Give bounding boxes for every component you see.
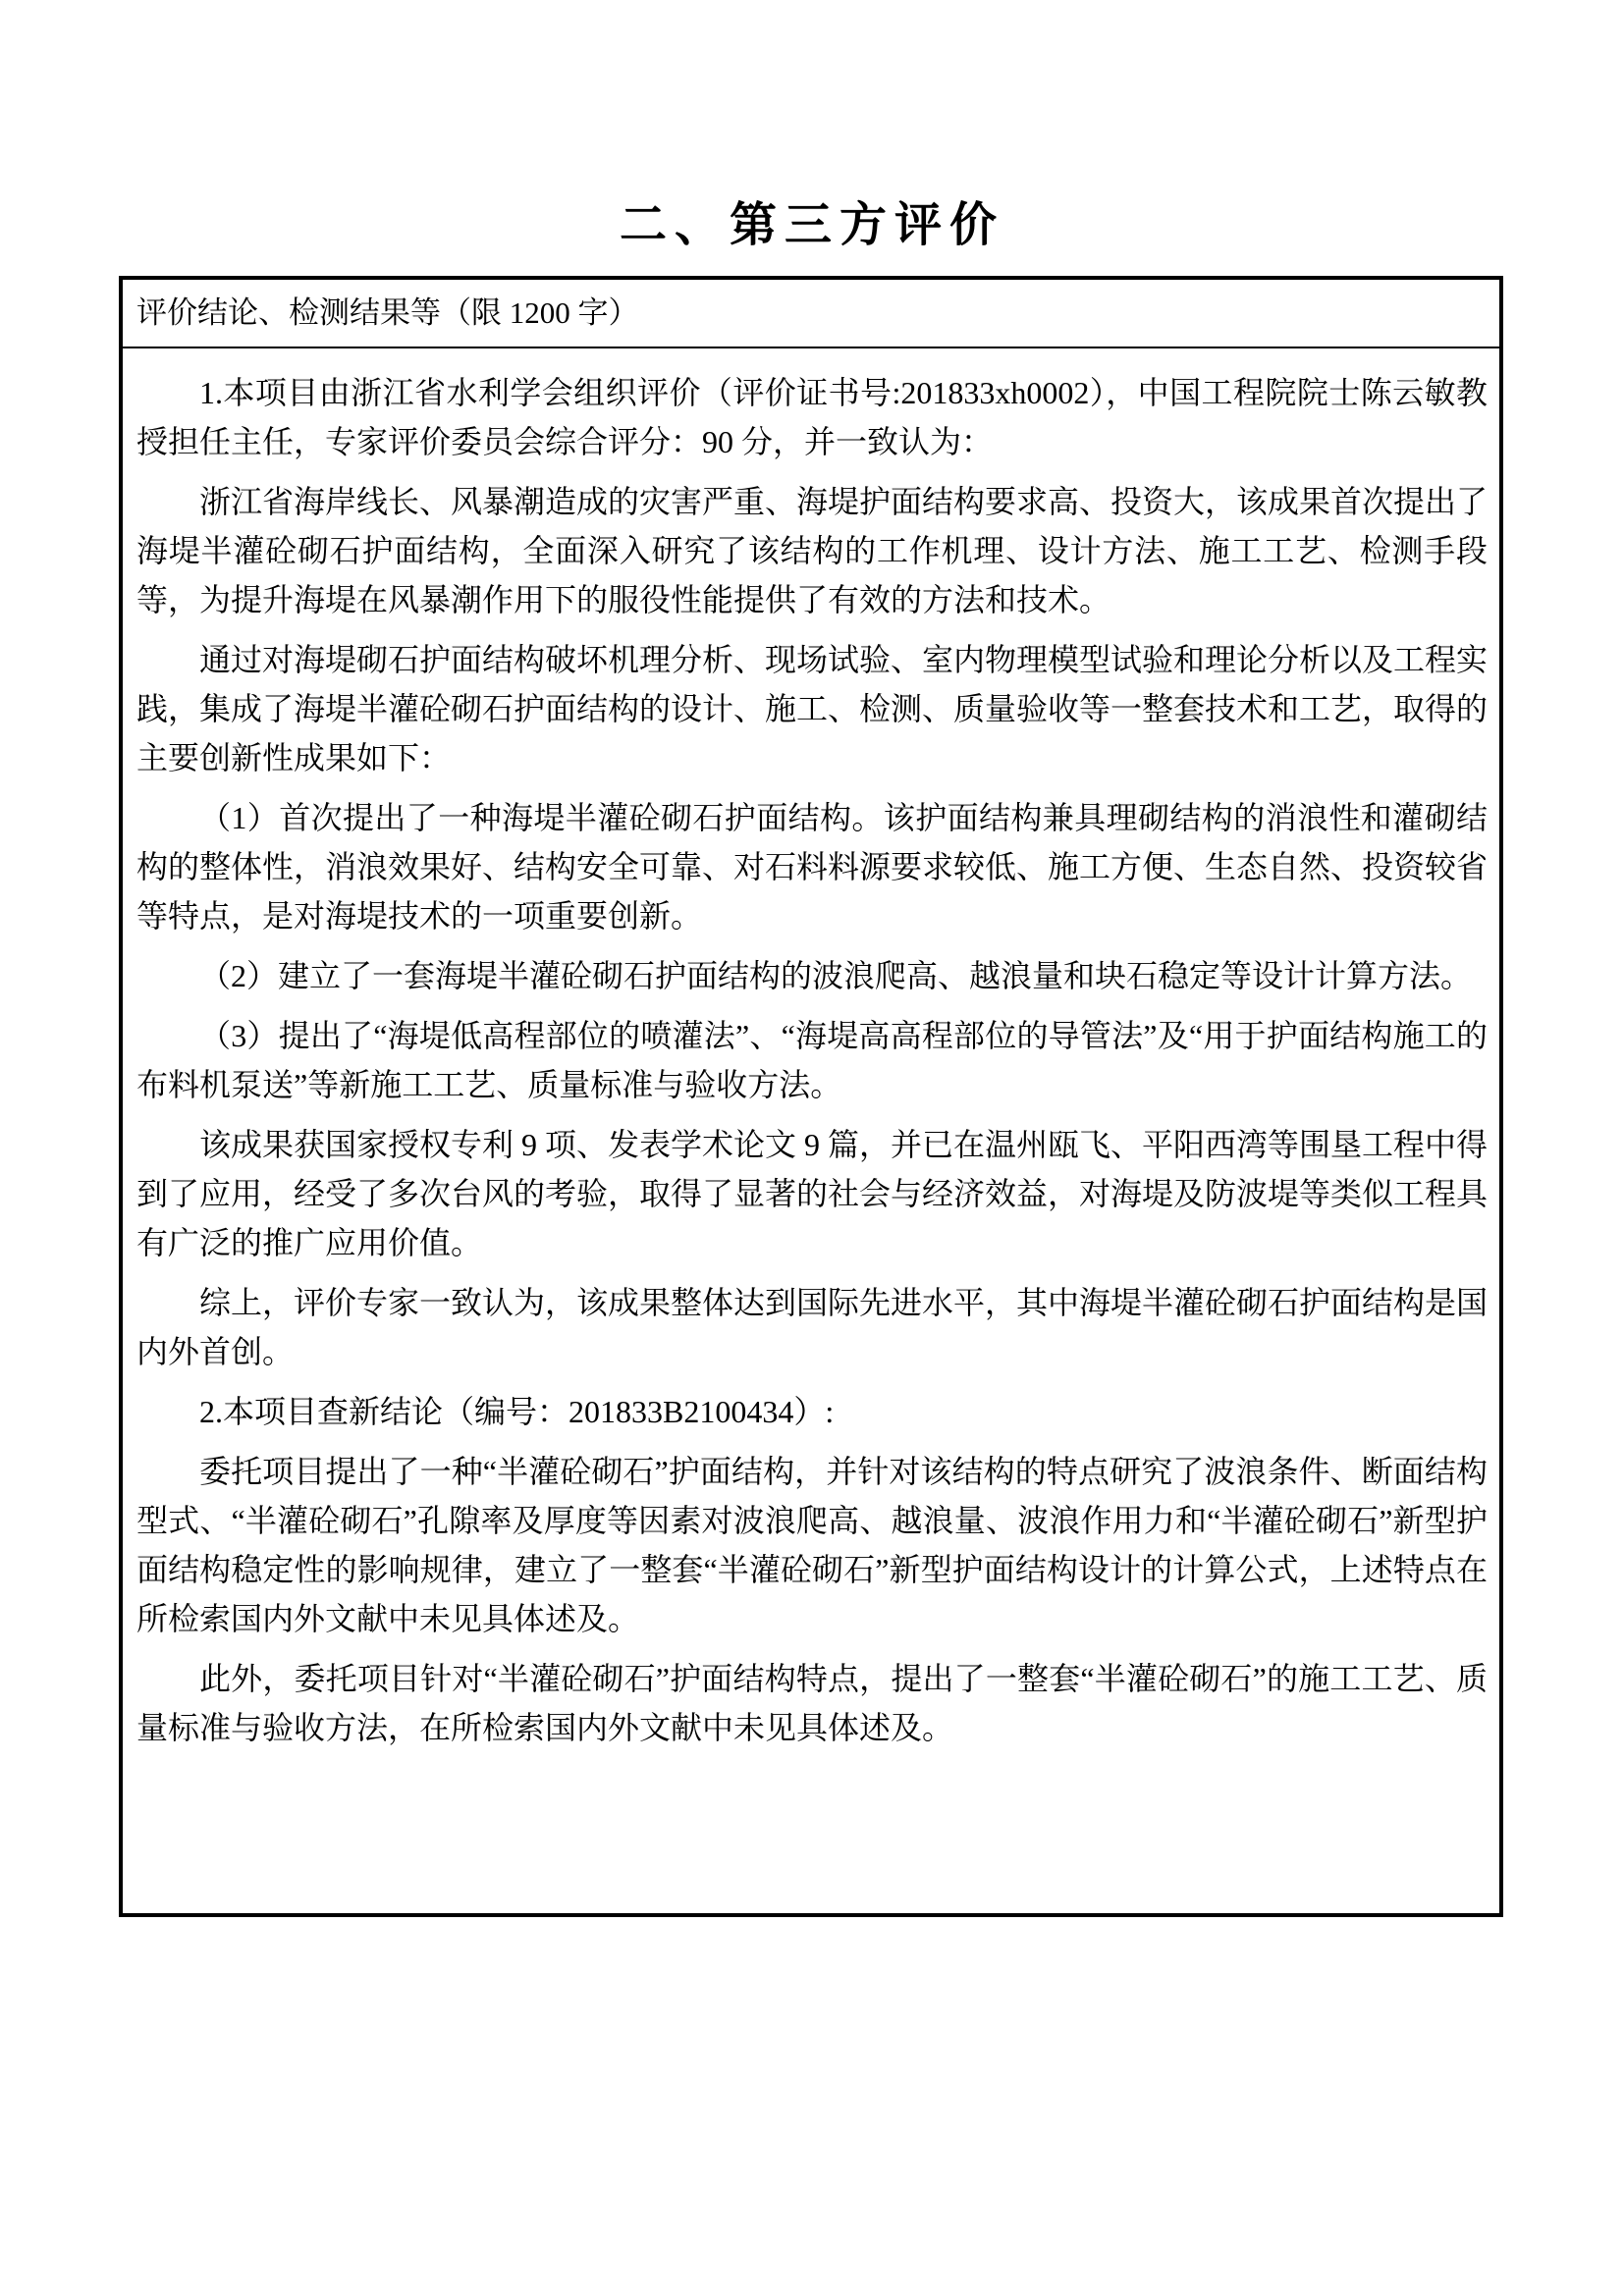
paragraph: （1）首次提出了一种海堤半灌砼砌石护面结构。该护面结构兼具理砌结构的消浪性和灌砌结构的整体性，消浪效果好、结构安全可靠、对石料料源要求较低、施工方便、生态自然、投资较省等特点，是对海堤技术的一项重要创新。 [136, 800, 1489, 934]
paragraph: 通过对海堤砌石护面结构破坏机理分析、现场试验、室内物理模型试验和理论分析以及工程实践，集成了海堤半灌砼砌石护面结构的设计、施工、检测、质量验收等一整套技术和工艺，取得的主要创新性成果如下： [136, 642, 1489, 775]
evaluation-box-header-label: 评价结论、检测结果等（限 1200 字） [136, 295, 639, 330]
paragraph: （3）提出了“海堤低高程部位的喷灌法”、“海堤高高程部位的导管法”及“用于护面结构施工的布料机泵送”等新施工工艺、质量标准与验收方法。 [136, 1018, 1488, 1102]
paragraph: 1.本项目由浙江省水利学会组织评价（评价证书号:201833xh0002），中国工程院院士陈云敏教授担任主任，专家评价委员会综合评分：90 分，并一致认为： [136, 375, 1488, 459]
paragraph: 浙江省海岸线长、风暴潮造成的灾害严重、海堤护面结构要求高、投资大，该成果首次提出了海堤半灌砼砌石护面结构，全面深入研究了该结构的工作机理、设计方法、施工工艺、检测手段等，为提升海堤在风暴潮作用下的服役性能提供了有效的方法和技术。 [136, 484, 1489, 617]
evaluation-box-header [123, 280, 1499, 348]
paragraph: 此外，委托项目针对“半灌砼砌石”护面结构特点，提出了一整套“半灌砼砌石”的施工工艺、质量标准与验收方法，在所检索国内外文献中未见具体述及。 [136, 1661, 1488, 1745]
paragraph: （2）建立了一套海堤半灌砼砌石护面结构的波浪爬高、越浪量和块石稳定等设计计算方法。 [199, 958, 1473, 993]
evaluation-box-body [123, 348, 1499, 1763]
page-title: 二、第三方评价 [619, 199, 1004, 251]
evaluation-box [119, 276, 1503, 1917]
paragraph: 综上，评价专家一致认为，该成果整体达到国际先进水平，其中海堤半灌砼砌石护面结构是国内外首创。 [136, 1285, 1489, 1369]
paragraph: 2.本项目查新结论（编号：201833B2100434）: [199, 1394, 835, 1429]
paragraph: 委托项目提出了一种“半灌砼砌石”护面结构，并针对该结构的特点研究了波浪条件、断面结构型式、“半灌砼砌石”孔隙率及厚度等因素对波浪爬高、越浪量、波浪作用力和“半灌砼砌石”新型护面结构稳定性的影响规律，建立了一整套“半灌砼砌石”新型护面结构设计的计算公式，上述特点在所检索国内外文献中未见具体述及。 [136, 1454, 1488, 1636]
paragraph: 该成果获国家授权专利 9 项、发表学术论文 9 篇，并已在温州瓯飞、平阳西湾等围垦工程中得到了应用，经受了多次台风的考验，取得了显著的社会与经济效益，对海堤及防波堤等类似工程具有广泛的推广应用价值。 [136, 1127, 1489, 1260]
